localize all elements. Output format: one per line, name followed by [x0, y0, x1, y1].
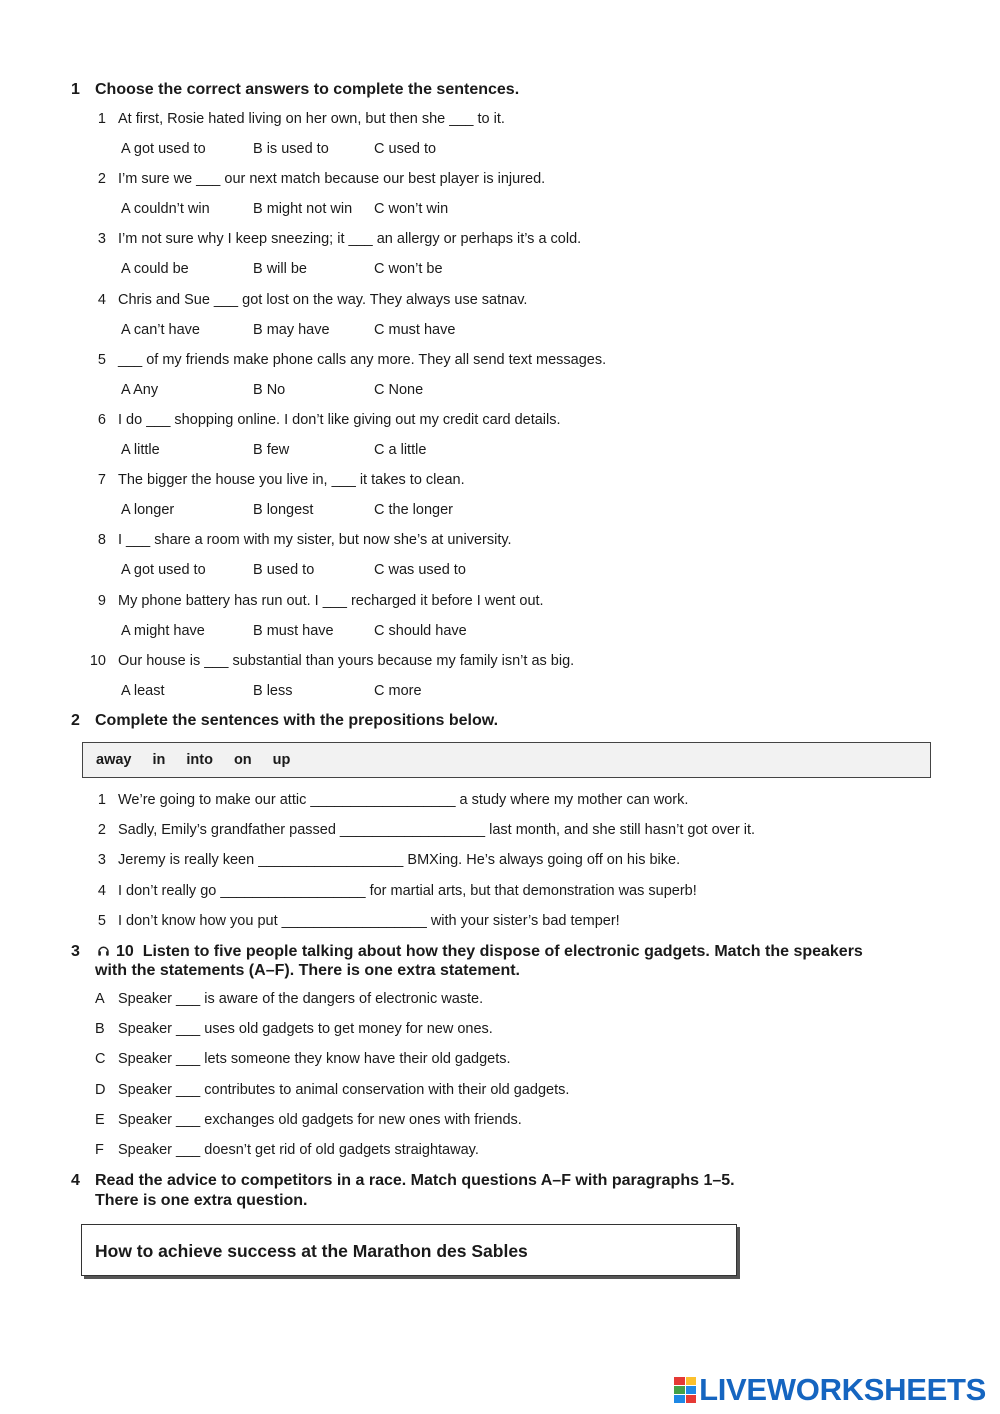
text-title: How to achieve success at the Marathon des Sables — [95, 1241, 528, 1261]
answer-blank: __________________ — [310, 792, 456, 808]
fill-in-sentence — [118, 852, 680, 868]
sentence-start: Jeremy is really keen — [118, 852, 255, 869]
question-text: ___ of my friends make phone calls any more. They all send text messages. — [118, 351, 607, 368]
question-text: Chris and Sue ___ got lost on the way. They always use satnav. — [118, 291, 528, 308]
question-text: I’m sure we ___ our next match because our best player is injured. — [118, 171, 546, 188]
answer-option: A got used to — [121, 562, 206, 579]
answer-option: C the longer — [374, 502, 453, 519]
section-4-title-line-2: There is one extra question. — [95, 1192, 308, 1209]
question-number: 1 — [97, 111, 106, 127]
answer-option: B used to — [253, 562, 315, 579]
sentence-start: I don’t know how you put — [118, 912, 278, 929]
section-1-title: Choose the correct answers to complete the sentences. — [95, 81, 520, 98]
statement-text: Speaker ___ contributes to animal conservation with their old gadgets. — [118, 1081, 570, 1098]
fill-in-sentence — [118, 883, 697, 899]
answer-option: C was used to — [374, 562, 466, 579]
statement-letter: F — [95, 1142, 104, 1158]
text-title-box — [81, 1224, 737, 1276]
question-number: 8 — [97, 532, 106, 549]
fill-in-sentence — [118, 792, 688, 808]
section-2-number: 2 — [71, 712, 80, 729]
answer-option: C won’t be — [374, 261, 443, 278]
answer-option: B is used to — [253, 141, 329, 157]
section-3-number: 3 — [71, 943, 80, 960]
answer-option: A can’t have — [121, 321, 200, 338]
section-2-title: Complete the sentences with the prepositions below. — [95, 712, 499, 729]
question-text: Our house is ___ substantial than yours because my family isn’t as big. — [118, 652, 575, 669]
item-number: 3 — [97, 852, 106, 869]
fill-in-sentence — [118, 822, 755, 838]
question-text: The bigger the house you live in, ___ it takes to clean. — [118, 472, 465, 489]
preposition-word: into — [186, 752, 213, 768]
logo-text: LIVEWORKSHEETS — [699, 1372, 986, 1407]
answer-option: B must have — [253, 622, 334, 639]
answer-option: C more — [374, 682, 422, 699]
question-text: I do ___ shopping online. I don’t like giving out my credit card details. — [118, 412, 561, 428]
answer-option: A couldn’t win — [121, 201, 210, 218]
sentence-end: with your sister’s bad temper! — [430, 912, 620, 929]
preposition-word: on — [233, 752, 252, 768]
logo-icon — [674, 1377, 696, 1403]
item-number: 5 — [97, 912, 106, 929]
answer-option: A could be — [121, 261, 189, 278]
answer-option: C should have — [374, 622, 467, 639]
question-number: 10 — [89, 652, 106, 669]
item-number: 4 — [97, 882, 106, 899]
answer-blank: __________________ — [220, 882, 366, 899]
question-text: I’m not sure why I keep sneezing; it ___ an allergy or perhaps it’s a cold. — [118, 231, 582, 248]
section-3-title-line-2: with the statements (A–F). There is one extra statement. — [95, 962, 520, 979]
statement-letter: D — [95, 1081, 106, 1098]
question-text: I ___ share a room with my sister, but now she’s at university. — [118, 532, 512, 549]
section-3-title-line-1 — [95, 943, 863, 961]
liveworksheets-logo — [674, 1372, 986, 1408]
sentence-start: We’re going to make our attic — [118, 792, 307, 808]
answer-option: C None — [374, 381, 424, 398]
answer-option: C used to — [374, 141, 437, 157]
preposition-word: up — [272, 752, 291, 768]
sentence-end: a study where my mother can work. — [459, 792, 689, 808]
answer-option: B might not win — [253, 201, 353, 218]
answer-option: A Any — [121, 381, 159, 398]
statement-letter: B — [95, 1021, 105, 1038]
question-number: 7 — [97, 472, 106, 489]
statement-text: Speaker ___ is aware of the dangers of electronic waste. — [118, 991, 484, 1007]
answer-option: A least — [121, 682, 165, 699]
answer-option: B may have — [253, 321, 330, 338]
answer-blank: __________________ — [258, 852, 404, 869]
statement-text: Speaker ___ uses old gadgets to get money for new ones. — [118, 1021, 493, 1038]
answer-option: B few — [253, 442, 290, 458]
sentence-end: BMXing. He’s always going off on his bike. — [407, 852, 681, 869]
answer-blank: __________________ — [281, 912, 427, 929]
sentence-start: Sadly, Emily’s grandfather passed — [118, 822, 336, 839]
statement-letter: E — [95, 1111, 105, 1128]
statement-text: Speaker ___ lets someone they know have their old gadgets. — [118, 1051, 511, 1068]
word-box — [82, 742, 931, 778]
question-text: My phone battery has run out. I ___ recharged it before I went out. — [118, 592, 544, 609]
preposition-word: in — [152, 752, 166, 768]
item-number: 1 — [97, 792, 106, 808]
word-box-list — [96, 752, 290, 768]
statement-text: Speaker ___ doesn’t get rid of old gadgets straightaway. — [118, 1142, 479, 1158]
question-text: At first, Rosie hated living on her own, but then she ___ to it. — [118, 111, 505, 127]
answer-option: B longest — [253, 502, 314, 519]
answer-option: B No — [253, 381, 286, 398]
answer-option: A longer — [121, 502, 175, 519]
question-number: 9 — [97, 592, 106, 609]
answer-option: C must have — [374, 321, 456, 338]
section-1-number: 1 — [71, 81, 80, 98]
answer-option: A got used to — [121, 141, 206, 157]
question-number: 5 — [97, 351, 106, 368]
question-number: 4 — [97, 291, 106, 308]
answer-option: B will be — [253, 261, 307, 278]
section-4-title-line-1: Read the advice to competitors in a race. Match questions A–F with paragraphs 1–5. — [95, 1172, 735, 1189]
preposition-word: away — [96, 752, 132, 768]
answer-option: A might have — [121, 622, 205, 639]
statement-letter: A — [95, 991, 105, 1007]
section-3-title-text: Listen to five people talking about how they dispose of electronic gadgets. Match the speakers — [142, 943, 863, 960]
answer-option: B less — [253, 682, 293, 699]
track-number: 10 — [116, 943, 134, 960]
answer-option: A little — [121, 442, 160, 458]
sentence-start: I don’t really go — [118, 882, 217, 899]
statement-text: Speaker ___ exchanges old gadgets for new ones with friends. — [118, 1111, 522, 1128]
statement-letter: C — [95, 1051, 106, 1068]
question-number: 2 — [97, 171, 106, 188]
item-number: 2 — [97, 822, 106, 839]
section-4-number: 4 — [71, 1172, 80, 1189]
answer-option: C a little — [374, 442, 427, 458]
question-number: 6 — [97, 412, 106, 428]
sentence-end: for martial arts, but that demonstration was superb! — [369, 882, 697, 899]
headphones-icon — [97, 944, 110, 957]
question-number: 3 — [97, 231, 106, 248]
sentence-end: last month, and she still hasn’t got over it. — [489, 822, 756, 839]
fill-in-sentence — [118, 913, 620, 929]
answer-blank: __________________ — [339, 822, 486, 839]
answer-option: C won’t win — [374, 201, 449, 218]
